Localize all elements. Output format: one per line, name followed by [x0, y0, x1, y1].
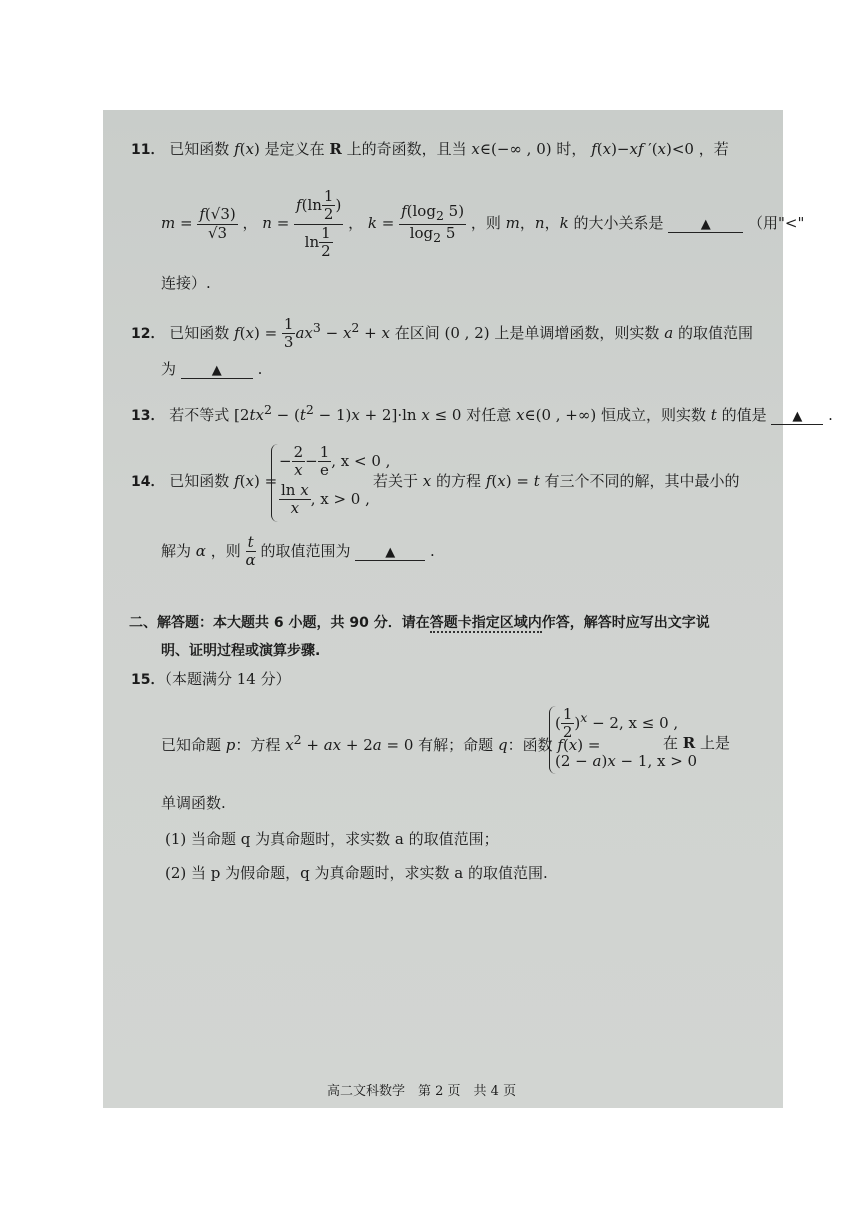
- text: , x < 0 ,: [331, 451, 391, 470]
- q15-case2: (2 − a)x − 1, x > 0: [555, 752, 698, 770]
- emphasis-text: 答题卡指定区域内: [429, 615, 542, 631]
- var-m: m: [161, 214, 176, 232]
- text: 的方程: [436, 472, 482, 490]
- text: 已知函数: [169, 472, 230, 490]
- answer-blank[interactable]: [668, 214, 743, 233]
- text: （用"<": [748, 214, 805, 232]
- text: ，则: [470, 214, 501, 232]
- text: , x > 0: [647, 752, 698, 770]
- question-number: 11: [131, 142, 151, 158]
- text: .: [257, 360, 263, 378]
- answer-blank[interactable]: [355, 542, 425, 561]
- var-n: n: [262, 214, 272, 232]
- interval: (0 , 2): [444, 323, 490, 342]
- fraction-m: $\frac{f(√3)}{√3}$: [199, 205, 236, 242]
- question-14-line1: 若关于 x 的方程 f(x) = t 有三个不同的解，其中最小的: [373, 472, 740, 490]
- blank-marker: ▲: [700, 217, 711, 232]
- text: 上的奇函数，且当: [346, 140, 467, 158]
- question-15-header: 15．（本题满分 14 分）: [131, 670, 291, 688]
- question-number: 13: [131, 408, 151, 424]
- text: , x ≤ 0 ,: [618, 713, 679, 732]
- text: , x > 0 ,: [310, 489, 370, 508]
- page-footer: 高二文科数学 第 2 页 共 4 页: [327, 1084, 517, 1099]
- var-q: q: [497, 736, 508, 754]
- question-11-line2: m = $\frac{f(√3)}{√3}$ ， n = f(ln $\frac{1}{2}$ ) ln $\frac{1}{2}$ ， k = $\frac{f(\log_2 5)}{\log_2 5}$ ，则 m，n，k 的大小关系是 ▲ （用"<": [161, 187, 805, 260]
- question-11-line1: 11． 已知函数 f(x) 是定义在 R 上的奇函数，且当 x∈(−∞ , 0) 时， f(x)−xf ′(x)<0 ，若: [131, 140, 729, 158]
- question-number: 15: [131, 672, 151, 688]
- text: 的值是: [721, 406, 767, 424]
- question-15-part1: (1) 当命题 q 为真命题时，求实数 a 的取值范围；: [165, 830, 499, 848]
- text: 解为: [161, 541, 192, 560]
- text: ：方程: [235, 736, 281, 754]
- text: 若关于: [373, 472, 419, 490]
- question-11-line3: 连接）.: [161, 274, 211, 292]
- text: 有解；命题: [418, 736, 494, 754]
- text: 在区间: [394, 323, 440, 342]
- var-a: a: [664, 323, 674, 342]
- text: .: [828, 406, 833, 424]
- question-12-line1: 12． 已知函数 f(x) = $\frac{1}{3}$ $ax^3 - x^2 + x$ 在区间 (0 , 2) 上是单调增函数，则实数 a 的取值范围: [131, 315, 753, 352]
- q15-case1: ( $\frac{1}{2}$ )$^x$ − 2, x ≤ 0 ,: [555, 705, 679, 742]
- fraction-k: $\frac{f(\log_2 5)}{\log_2 5}$: [401, 202, 465, 245]
- text: 的取值范围为: [260, 541, 351, 560]
- answer-blank[interactable]: [771, 406, 823, 425]
- question-15-part2: (2) 当 p 为假命题，q 为真命题时，求实数 a 的取值范围.: [165, 864, 548, 882]
- blank-marker: ▲: [211, 363, 222, 378]
- text: 在: [663, 734, 679, 752]
- text: 为: [161, 360, 177, 378]
- text: 已知函数: [169, 140, 230, 158]
- question-number: 14: [131, 474, 151, 490]
- score-note: （本题满分 14 分）: [164, 670, 291, 688]
- q14-case2: $\frac{\text{ln x}}{x}$ , x > 0 ,: [281, 481, 370, 518]
- question-14-lead: 14． 已知函数 f(x) =: [131, 472, 278, 490]
- piecewise-brace: [271, 444, 278, 522]
- question-14-line2: 解为 α ，则 $\frac{t}{\alpha}$ 的取值范围为 ▲ .: [161, 533, 435, 570]
- section-2-heading: [129, 612, 710, 632]
- set-R: R: [329, 140, 342, 158]
- text: 的大小关系是: [573, 214, 664, 232]
- text: 上是单调增函数，则实数: [494, 323, 660, 342]
- text: 的取值范围: [677, 323, 753, 342]
- question-15-intro: 已知命题 p：方程 $x^2$ + ax + 2a = 0 有解；命题 q：函数 f(x) =: [161, 732, 601, 754]
- q14-case1: − $\frac{2}{x}$ − $\frac{1}{e}$ , x < 0 ,: [279, 443, 391, 480]
- text: 二、解答题：本大题共 6 小题，共 90 分．请在: [129, 615, 430, 631]
- text: 是定义在: [264, 140, 325, 158]
- var-k: k: [367, 214, 377, 232]
- text: 已知命题: [161, 736, 222, 754]
- var-p: p: [225, 736, 236, 754]
- text: 对任意: [466, 406, 512, 424]
- blank-marker: ▲: [385, 544, 396, 560]
- text: ，若: [698, 140, 729, 158]
- answer-blank[interactable]: [181, 360, 253, 379]
- question-12-line2: [161, 358, 262, 379]
- text: 时，: [556, 140, 587, 158]
- question-number: 12: [131, 325, 151, 342]
- exam-page: [103, 110, 833, 1108]
- text: .: [430, 541, 435, 560]
- question-13: 13． 若不等式 $[2tx^2 - (t^2 - 1)x + 2]\cdot\ln$ x ≤ 0 对任意 x∈(0 , +∞) 恒成立，则实数 t 的值是 ▲ .: [131, 402, 833, 424]
- text: 上是: [700, 734, 731, 752]
- blank-marker: ▲: [792, 409, 803, 424]
- fraction-n: f(ln $\frac{1}{2}$ ) ln $\frac{1}{2}$: [296, 187, 342, 260]
- text: 已知函数: [169, 323, 230, 342]
- text: 作答，解答时应写出文字说: [541, 615, 710, 631]
- text: ，则: [210, 541, 241, 560]
- text: 有三个不同的解，其中最小的: [544, 472, 740, 490]
- question-15-line2: 单调函数.: [161, 794, 226, 812]
- text: 若不等式: [169, 406, 230, 424]
- section-2-heading-line2: 明、证明过程或演算步骤.: [161, 643, 321, 659]
- text: ：函数: [507, 736, 553, 754]
- text: 恒成立，则实数: [600, 406, 706, 424]
- question-15-intro-tail: 在 R 上是: [663, 734, 731, 752]
